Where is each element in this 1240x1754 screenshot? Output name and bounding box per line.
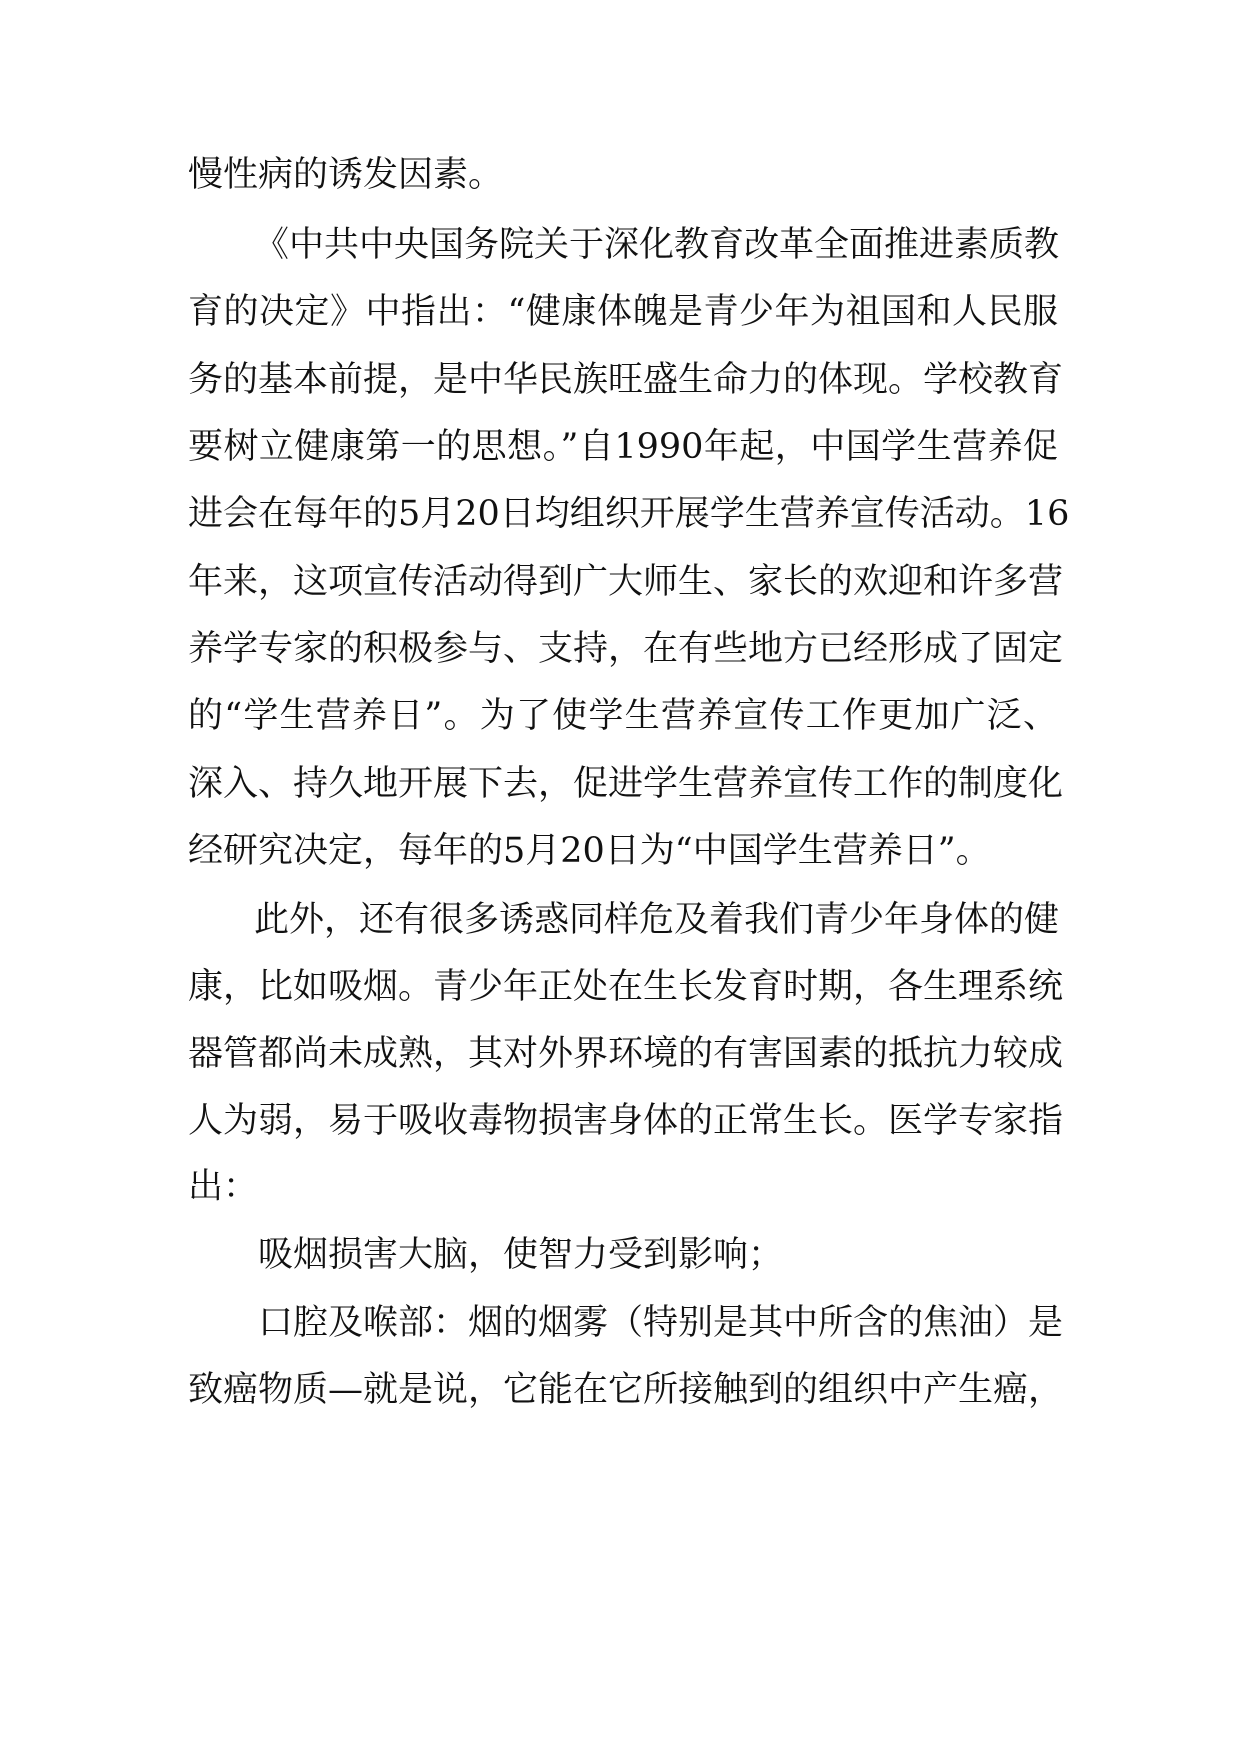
text-line: 要树立健康第一的思想。”自1990年起，中国学生营养促 — [188, 427, 1058, 467]
text-line: 深入、持久地开展下去，促进学生营养宣传工作的制度化 — [188, 764, 1064, 804]
text-line: 养学专家的积极参与、支持，在有些地方已经形成了固定 — [188, 629, 1064, 669]
text-line: 人为弱，易于吸收毒物损害身体的正常生长。医学专家指 — [188, 1101, 1064, 1141]
paragraph-start-line: 吸烟损害大脑，使智力受到影响； — [258, 1235, 784, 1275]
text-line: 育的决定》中指出：“健康体魄是青少年为祖国和人民服 — [188, 292, 1058, 332]
text-line: 出： — [188, 1167, 259, 1207]
text-line: 经研究决定，每年的5月20日为“中国学生营养日”。 — [188, 831, 991, 871]
text-line: 务的基本前提，是中华民族旺盛生命力的体现。学校教育 — [188, 360, 1064, 400]
paragraph-start-line: 口腔及喉部：烟的烟雾（特别是其中所含的焦油）是 — [258, 1303, 1064, 1343]
text-line: 慢性病的诱发因素。 — [188, 155, 504, 195]
text-line: 致癌物质—就是说，它能在它所接触到的组织中产生癌， — [188, 1370, 1064, 1410]
text-line: 的“学生营养日”。为了使学生营养宣传工作更加广泛、 — [188, 696, 1058, 736]
text-line: 康，比如吸烟。青少年正处在生长发育时期，各生理系统 — [188, 967, 1064, 1007]
text-line: 进会在每年的5月20日均组织开展学生营养宣传活动。16 — [188, 494, 1070, 534]
text-line: 器管都尚未成熟，其对外界环境的有害国素的抵抗力较成 — [188, 1034, 1064, 1074]
paragraph-start-line: 此外，还有很多诱惑同样危及着我们青少年身体的健 — [254, 900, 1060, 940]
paragraph-start-line: 《中共中央国务院关于深化教育改革全面推进素质教 — [254, 225, 1060, 265]
text-line: 年来，这项宣传活动得到广大师生、家长的欢迎和许多营 — [188, 562, 1064, 602]
